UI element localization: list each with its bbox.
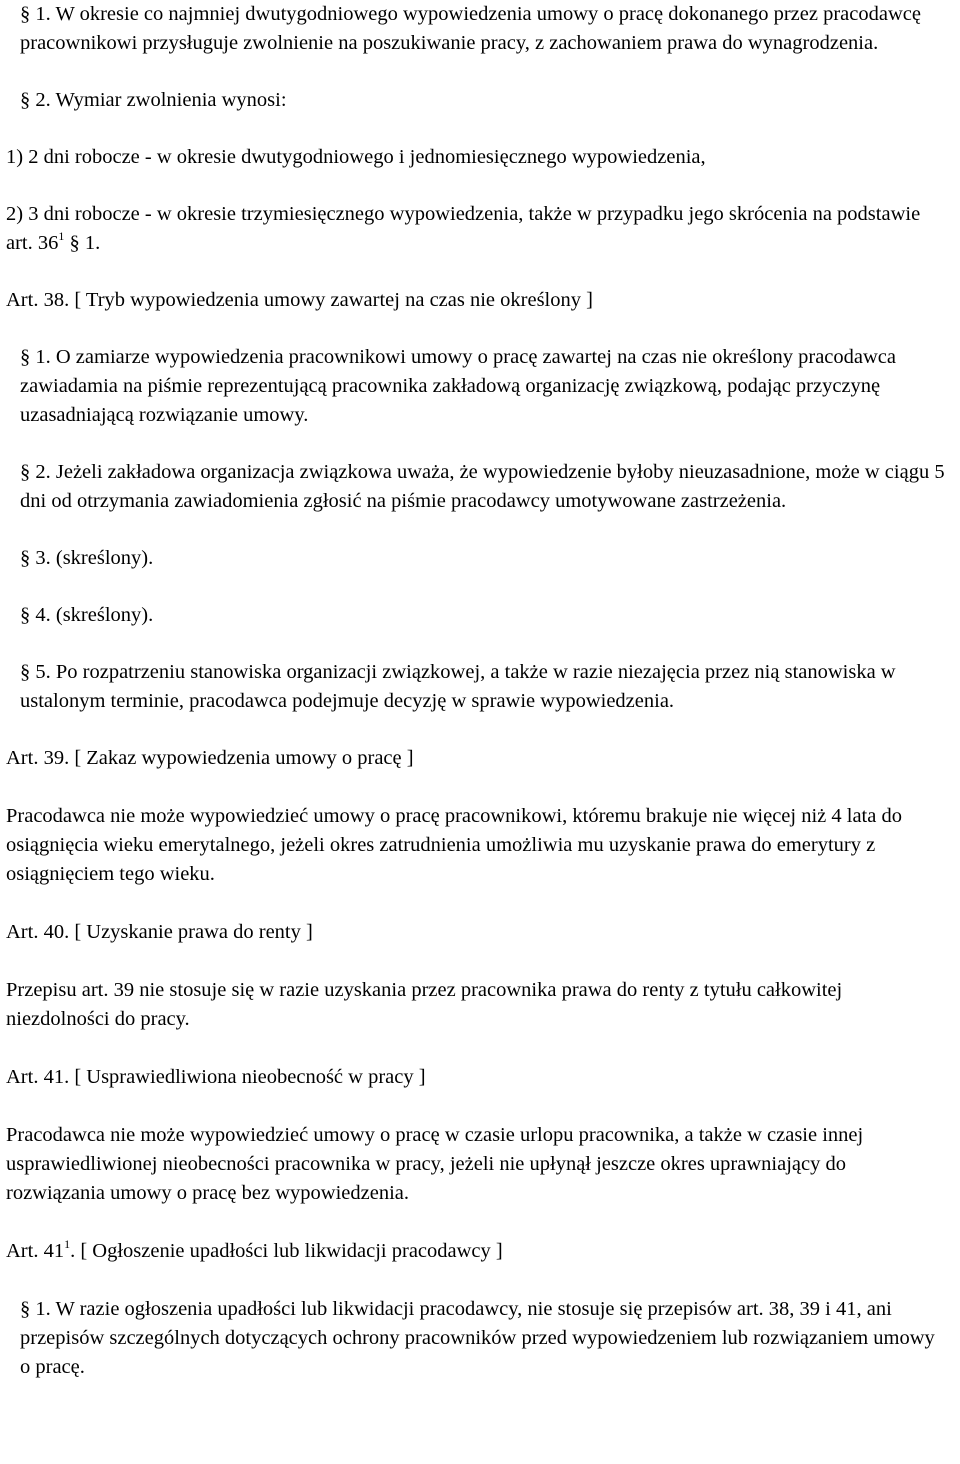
- article-41-heading: Art. 41. [ Usprawiedliwiona nieobecność w pracy ]: [6, 1066, 426, 1088]
- article-38-paragraph-4: § 4. (skreślony).: [20, 604, 154, 626]
- point-2-tail: § 1.: [64, 232, 101, 254]
- article-40-text: Przepisu art. 39 nie stosuje się w razie uzyskania przez pracownika prawa do renty z tytułu całkowitej niezdolności do pracy.: [6, 979, 843, 1030]
- article-38-paragraph-3: § 3. (skreślony).: [20, 547, 154, 569]
- paragraph-1-2: § 2. Wymiar zwolnienia wynosi:: [20, 89, 287, 111]
- article-41-1-superscript: 1: [64, 1237, 71, 1251]
- article-41-1-paragraph-1: § 1. W razie ogłoszenia upadłości lub likwidacji pracodawcy, nie stosuje się przepisów art. 38, 39 i 41, ani przepisów szczególnych dotyczących ochrony pracowników przed wypowiedzeniem lub rozwiązaniem umowy o pracę.: [20, 1298, 935, 1378]
- article-38-paragraph-2: § 2. Jeżeli zakładowa organizacja związkowa uważa, że wypowiedzenie byłoby nieuzasadnione, może w ciągu 5 dni od otrzymania zawiadomienia zgłosić na piśmie pracodawcy umotywowane zastrzeżenia.: [20, 461, 945, 512]
- paragraph-1-1: § 1. W okresie co najmniej dwutygodniowego wypowiedzenia umowy o pracę dokonanego przez pracodawcę pracownikowi przysługuje zwolnienie na poszukiwanie pracy, z zachowaniem prawa do wynagrodzenia.: [20, 3, 921, 54]
- point-1: 1) 2 dni robocze - w okresie dwutygodniowego i jednomiesięcznego wypowiedzenia,: [6, 146, 706, 168]
- point-2-superscript: 1: [58, 229, 65, 243]
- article-38-heading: Art. 38. [ Tryb wypowiedzenia umowy zawartej na czas nie określony ]: [6, 289, 593, 311]
- article-38-paragraph-1: § 1. O zamiarze wypowiedzenia pracownikowi umowy o pracę zawartej na czas nie określony pracodawca zawiadamia na piśmie reprezentującą pracownika zakładową organizację związkową, podając przyczynę uzasadniającą rozwiązanie umowy.: [20, 346, 896, 426]
- document-page: [6, 0, 950, 1382]
- article-38-paragraph-5: § 5. Po rozpatrzeniu stanowiska organizacji związkowej, a także w razie niezajęcia przez nią stanowiska w ustalonym terminie, pracodawca podejmuje decyzję w sprawie wypowiedzenia.: [20, 661, 896, 712]
- article-41-1-heading-text: Art. 41: [6, 1240, 65, 1262]
- article-39-heading: Art. 39. [ Zakaz wypowiedzenia umowy o pracę ]: [6, 747, 414, 769]
- article-41-text: Pracodawca nie może wypowiedzieć umowy o pracę w czasie urlopu pracownika, a także w czasie innej usprawiedliwionej nieobecności pracownika w pracy, jeżeli nie upłynął jeszcze okres uprawniający do rozwiązania umowy o pracę bez wypowiedzenia.: [6, 1124, 864, 1204]
- article-41-1-heading: [6, 1237, 950, 1266]
- article-39-text: Pracodawca nie może wypowiedzieć umowy o pracę pracownikowi, któremu brakuje nie więcej niż 4 lata do osiągnięcia wieku emerytalnego, jeżeli okres zatrudnienia umożliwia mu uzyskanie prawa do emerytury z osiągnięciem tego wieku.: [6, 805, 902, 885]
- article-41-1-heading-tail: . [ Ogłoszenie upadłości lub likwidacji pracodawcy ]: [70, 1240, 503, 1262]
- article-40-heading: Art. 40. [ Uzyskanie prawa do renty ]: [6, 921, 313, 943]
- point-2-text: 2) 3 dni robocze - w okresie trzymiesięcznego wypowiedzenia, także w przypadku jego skrócenia na podstawie art. 36: [6, 203, 921, 254]
- point-2: [6, 200, 950, 258]
